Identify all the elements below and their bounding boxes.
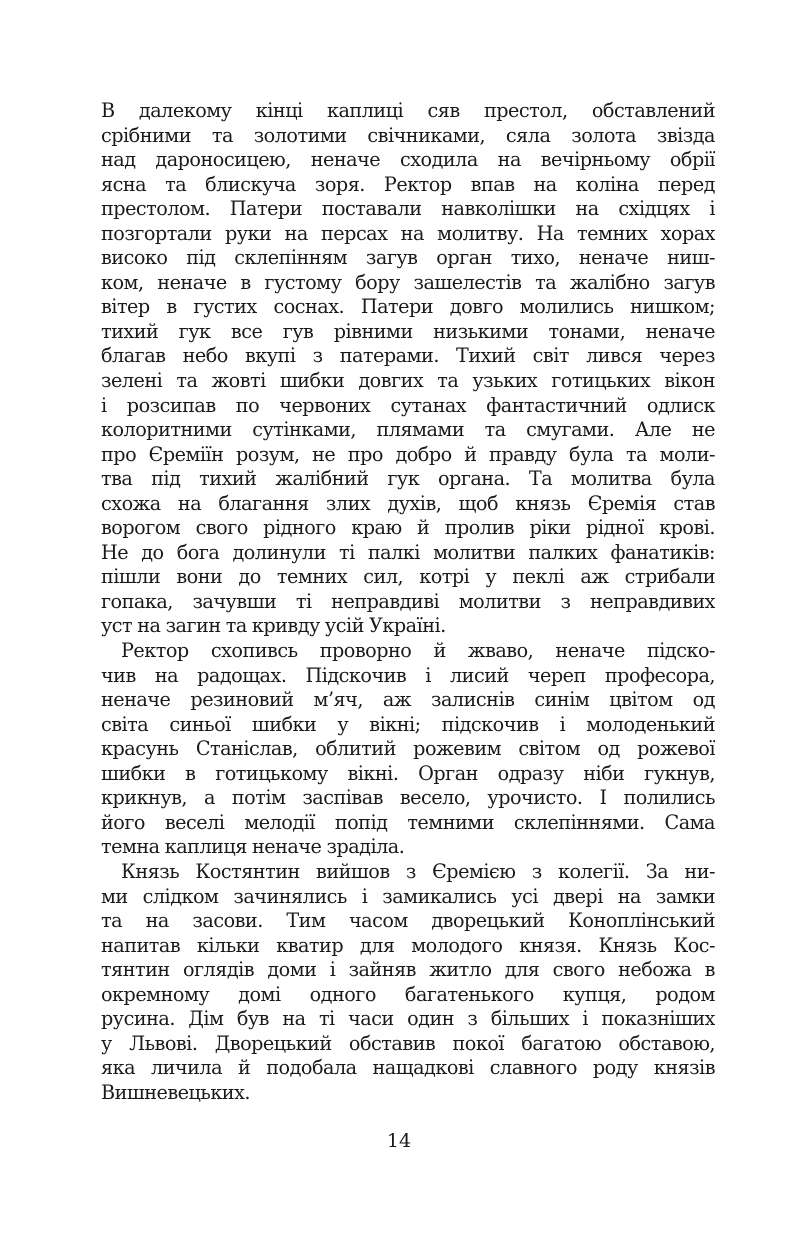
paragraph-3 bbox=[101, 860, 715, 1105]
text-line: та на засови. Тим часом дворецький Коноплінський bbox=[101, 909, 715, 933]
text-line: вітер в густих соснах. Патери довго молились нишком; bbox=[101, 295, 715, 319]
text-line: шибки в готицькому вікні. Орган одразу ніби гукнув, bbox=[101, 761, 715, 785]
text-line: ворогом свого рідного краю й пролив ріки рідної крові. bbox=[101, 516, 715, 540]
text-line: світа синьої шибки у вікні; підскочив і молоденький bbox=[101, 712, 715, 736]
text-line: Князь Костянтин вийшов з Єремією з колегії. За ни- bbox=[121, 859, 715, 883]
page-number: 14 bbox=[386, 1130, 412, 1152]
text-line: ком, неначе в густому бору зашелестів та жалібно загув bbox=[101, 270, 715, 294]
text-line: В далекому кінці каплиці сяв престол, обставлений bbox=[101, 99, 715, 122]
text-line: Не до бога долинули ті палкі молитви палких фанатиків: bbox=[101, 540, 715, 564]
body-text bbox=[101, 99, 715, 1105]
text-line: і розсипав по червоних сутанах фантастичний одлиск bbox=[101, 393, 715, 417]
text-line: колоритними сутінками, плямами та смугами. Але не bbox=[101, 418, 715, 442]
text-line: красунь Станіслав, облитий рожевим світом од рожевої bbox=[101, 737, 715, 761]
text-line: про Єреміїн розум, не про добро й правду була та моли- bbox=[101, 442, 715, 466]
text-line: тихий гук все гув рівними низькими тонами, неначе bbox=[101, 319, 715, 343]
text-line: престолом. Патери поставали навколішки на східцях і bbox=[101, 197, 715, 221]
text-line: його веселі мелодії попід темними склепіннями. Сама bbox=[101, 810, 715, 834]
text-line: Вишневецьких. bbox=[101, 1080, 251, 1104]
text-line: пішли вони до темних сил, котрі у пеклі аж стрибали bbox=[101, 565, 715, 589]
paragraph-2 bbox=[101, 639, 715, 860]
text-line: Ректор схопивсь проворно й жваво, неначе підско- bbox=[121, 639, 715, 663]
text-line: схожа на благання злих духів, щоб князь Єремія став bbox=[101, 491, 715, 515]
text-line: у Львові. Дворецький обставив покої багатою обставою, bbox=[101, 1031, 715, 1055]
text-line: гопака, зачувши ті неправдиві молитви з неправдивих bbox=[101, 589, 715, 613]
text-line: чив на радощах. Підскочив і лисий череп професора, bbox=[101, 663, 715, 687]
text-line: благав небо вкупі з патерами. Тихий світ лився через bbox=[101, 344, 715, 368]
text-line: темна каплиця неначе зраділа. bbox=[101, 835, 405, 859]
text-line: позгортали руки на персах на молитву. На темних хорах bbox=[101, 221, 715, 245]
text-line: русина. Дім був на ті часи один з більших і показніших bbox=[101, 1007, 715, 1031]
text-line: над дароносицею, неначе сходила на вечірньому обрії bbox=[101, 148, 715, 172]
text-line: тва під тихий жалібний гук органа. Та молитва була bbox=[101, 467, 715, 491]
text-line: високо під склепінням загув орган тихо, неначе ниш- bbox=[101, 246, 715, 270]
paragraph-1 bbox=[101, 99, 715, 639]
text-line: зелені та жовті шибки довгих та узьких готицьких вікон bbox=[101, 369, 715, 393]
text-line: срібними та золотими свічниками, сяла золота звізда bbox=[101, 123, 715, 147]
text-line: яка личила й подобала нащадкові славного роду князів bbox=[101, 1056, 715, 1080]
text-line: тянтин оглядів доми і зайняв житло для свого небожа в bbox=[101, 958, 715, 982]
text-line: напитав кільки кватир для молодого князя. Князь Кос- bbox=[101, 933, 715, 957]
text-line: неначе резиновий м’яч, аж залиснів синім цвітом од bbox=[101, 688, 715, 712]
text-line: ясна та блискуча зоря. Ректор впав на коліна перед bbox=[101, 172, 715, 196]
text-line: ми слідком зачинялись і замикались усі двері на замки bbox=[101, 884, 715, 908]
text-line: окремному домі одного багатенького купця, родом bbox=[101, 982, 715, 1006]
text-line: крикнув, а потім заспівав весело, урочисто. І полились bbox=[101, 786, 715, 810]
text-line: уст на загин та кривду усій Україні. bbox=[101, 614, 446, 638]
